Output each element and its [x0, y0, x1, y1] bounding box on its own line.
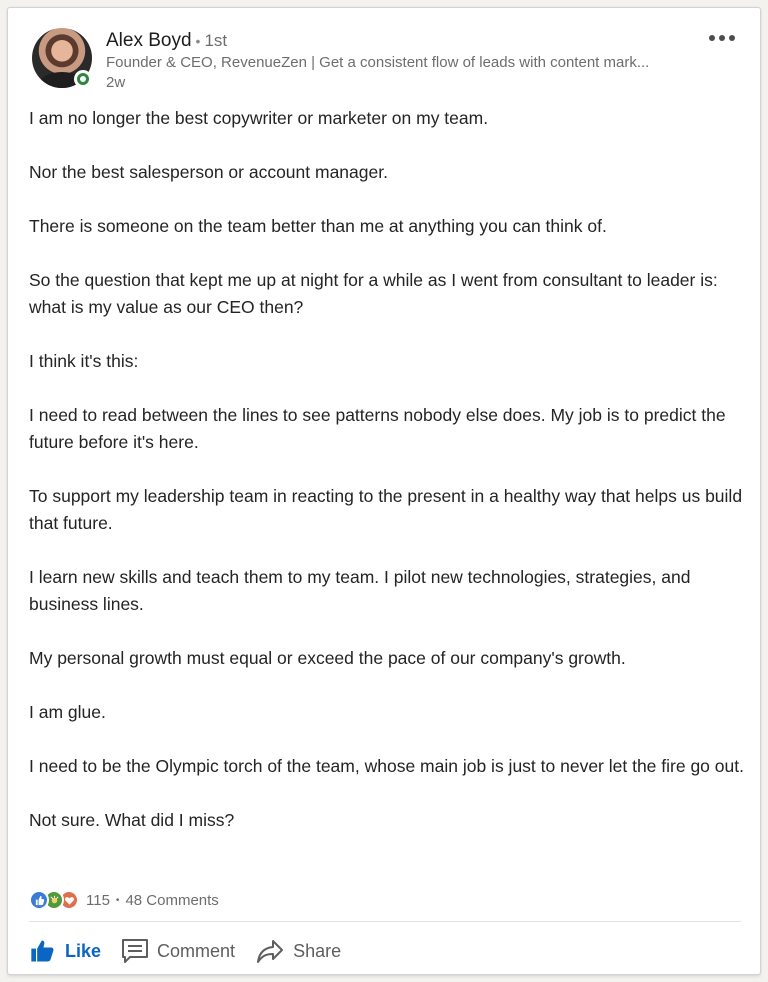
post-card	[7, 7, 761, 975]
separator-dot: •	[115, 894, 120, 906]
action-bar	[29, 932, 361, 970]
like-button[interactable]	[29, 937, 101, 965]
more-options-button[interactable]	[704, 30, 740, 46]
social-counts[interactable]	[29, 889, 219, 911]
post-paragraph: I think it's this:	[29, 351, 139, 371]
more-dot	[709, 35, 715, 41]
author-name[interactable]: Alex Boyd	[106, 30, 192, 51]
author-name-line	[106, 29, 227, 53]
post-time: 2w	[106, 74, 126, 91]
like-icon	[29, 890, 49, 910]
comment-button[interactable]	[121, 938, 235, 964]
post-paragraph: So the question that kept me up at night for a while as I went from consultant to leader is: what is my value as our CEO then?	[29, 270, 718, 317]
share-label: Share	[293, 940, 342, 961]
post-paragraph: I need to read between the lines to see patterns nobody else does. My job is to predict the future before it's here.	[29, 405, 726, 452]
more-dot	[719, 35, 725, 41]
more-dot	[729, 35, 735, 41]
thumbs-up-icon	[29, 937, 57, 965]
share-button[interactable]	[255, 938, 341, 964]
comment-icon	[121, 938, 149, 964]
post-paragraph: I am glue.	[29, 702, 106, 722]
post-paragraph: I am no longer the best copywriter or marketer on my team.	[29, 108, 489, 128]
post-paragraph: My personal growth must equal or exceed the pace of our company's growth.	[29, 648, 626, 668]
connection-degree: 1st	[204, 31, 228, 50]
post-paragraph: I need to be the Olympic torch of the team, whose main job is just to never let the fire go out.	[29, 756, 744, 776]
post-paragraph: Not sure. What did I miss?	[29, 810, 235, 830]
post-paragraph: There is someone on the team better than me at anything you can think of.	[29, 216, 607, 236]
post-body	[29, 105, 744, 861]
like-label: Like	[65, 940, 102, 961]
reaction-count[interactable]: 115	[86, 891, 110, 909]
divider	[29, 921, 741, 922]
separator-dot: •	[195, 33, 201, 49]
post-paragraph: I learn new skills and teach them to my team. I pilot new technologies, strategies, and business lines.	[29, 567, 691, 614]
post-paragraph: Nor the best salesperson or account manager.	[29, 162, 388, 182]
author-headline: Founder & CEO, RevenueZen | Get a consistent flow of leads with content mark...	[106, 54, 650, 71]
reaction-counts	[86, 892, 219, 909]
post-paragraph: To support my leadership team in reacting to the present in a healthy way that helps us build that future.	[29, 486, 743, 533]
online-status-icon	[74, 70, 92, 88]
share-icon	[255, 938, 285, 964]
author-avatar[interactable]	[32, 28, 94, 90]
comment-label: Comment	[157, 940, 236, 961]
comments-count[interactable]: 48 Comments	[125, 891, 219, 909]
